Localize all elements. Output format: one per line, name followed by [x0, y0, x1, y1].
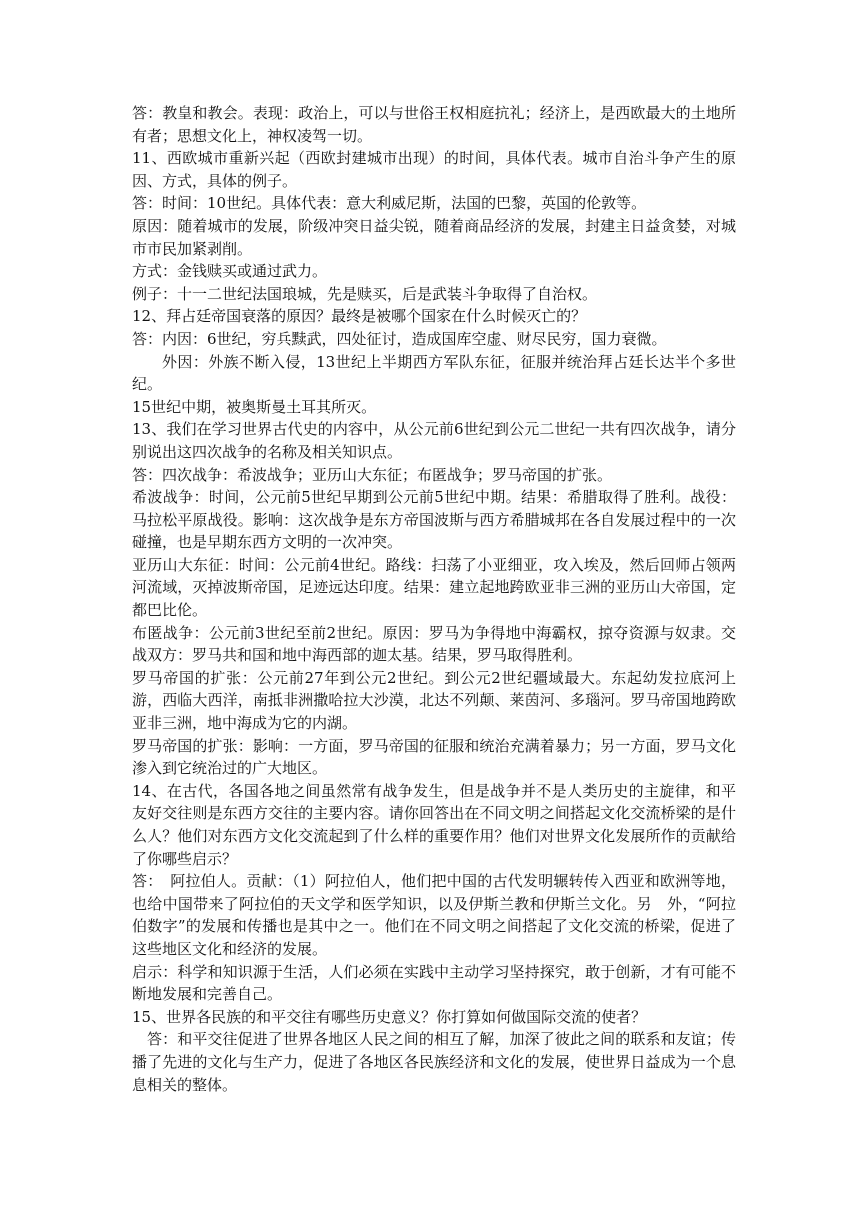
answer-13-roman-impact: 罗马帝国的扩张：影响：一方面，罗马帝国的征服和统治充满着暴力；另一方面，罗马文化渗入到它统治过的广大地区。 [132, 736, 736, 778]
answer-14-arabs: 答： 阿拉伯人。贡献：（1）阿拉伯人，他们把中国的古代发明辗转传入西亚和欧洲等地，也给中国带来了阿拉伯的天文学和医学知识，以及伊斯兰教和伊斯兰文化。另 外，“阿拉伯数字”的发展和传播也是其中之一。他们在不同文明之间搭起了文化交流的桥梁，促进了这些地区文化和经济的发展。 [132, 872, 736, 958]
answer-14-insight: 启示：科学和知识源于生活，人们必须在实践中主动学习坚持探究，敢于创新，才有可能不断地发展和完善自己。 [132, 962, 736, 1004]
answer-11-method: 方式：金钱赎买或通过武力。 [132, 262, 328, 281]
answer-13-greco-persian: 希波战争：时间，公元前5世纪早期到公元前5世纪中期。结果：希腊取得了胜利。战役：马拉松平原战役。影响：这次战争是东方帝国波斯与西方希腊城邦在各自发展过程中的一次碰撞，也是早期东西方文明的一次冲突。 [132, 488, 736, 552]
question-15: 15、世界各民族的和平交往有哪些历史意义？你打算如何做国际交流的使者？ [132, 1007, 647, 1026]
answer-15: 答：和平交往促进了世界各地区人民之间的相互了解，加深了彼此之间的联系和友谊；传播了先进的文化与生产力，促进了各地区各民族经济和文化的发展，使世界日益成为一个息息相关的整体。 [132, 1030, 736, 1094]
answer-12-external: 外因：外族不断入侵，13世纪上半期西方军队东征，征服并统治拜占廷长达半个多世纪。 [132, 352, 736, 394]
question-13: 13、我们在学习世界古代史的内容中，从公元前6世纪到公元二世纪一共有四次战争，请分别说出这四次战争的名称及相关知识点。 [132, 420, 736, 461]
document-page [132, 102, 736, 1096]
question-11: 11、西欧城市重新兴起（西欧封建城市出现）的时间，具体代表。城市自治斗争产生的原因、方式，具体的例子。 [132, 149, 736, 190]
question-12: 12、拜占廷帝国衰落的原因？最终是被哪个国家在什么时候灭亡的？ [132, 307, 587, 326]
answer-12-fall: 15世纪中期，被奥斯曼土耳其所灭。 [132, 397, 377, 416]
answer-13-wars: 答：四次战争：希波战争；亚历山大东征；布匿战争；罗马帝国的扩张。 [132, 465, 613, 484]
answer-11-time: 答：时间：10世纪。具体代表：意大利威尼斯，法国的巴黎，英国的伦敦等。 [132, 194, 647, 213]
answer-12-internal: 答：内因：6世纪，穷兵黩武，四处征讨，造成国库空虚、财尽民穷，国力衰微。 [132, 329, 667, 348]
question-14: 14、在古代，各国各地之间虽然常有战争发生，但是战争并不是人类历史的主旋律，和平友好交往则是东西方交往的主要内容。请你回答出在不同文明之间搭起文化交流桥梁的是什么人？他们对东西方文化交流起到了什么样的重要作用？他们对世界文化发展所作的贡献给了你哪些启示？ [132, 781, 736, 868]
answer-13-punic: 布匿战争：公元前3世纪至前2世纪。原因：罗马为争得地中海霸权，掠夺资源与奴隶。交战双方：罗马共和国和地中海西部的迦太基。结果，罗马取得胜利。 [132, 623, 736, 665]
answer-11-example: 例子：十一二世纪法国琅城，先是赎买，后是武装斗争取得了自治权。 [132, 284, 598, 303]
answer-church-power: 答：教皇和教会。表现：政治上，可以与世俗王权相庭抗礼；经济上，是西欧最大的土地所有者；思想文化上，神权凌驾一切。 [132, 104, 736, 145]
answer-13-alexander: 亚历山大东征：时间：公元前4世纪。路线：扫荡了小亚细亚，攻入埃及，然后回师占领两河流域，灭掉波斯帝国，足迹远达印度。结果：建立起地跨欧亚非三洲的亚历山大帝国，定都巴比伦。 [132, 555, 736, 620]
answer-13-roman-expansion: 罗马帝国的扩张：公元前27年到公元2世纪。到公元2世纪疆域最大。东起幼发拉底河上游，西临大西洋，南抵非洲撒哈拉大沙漠，北达不列颠、莱茵河、多瑙河。罗马帝国地跨欧亚非三洲，地中海成为它的内湖。 [132, 668, 736, 733]
answer-11-reason: 原因：随着城市的发展，阶级冲突日益尖锐，随着商品经济的发展，封建主日益贪婪，对城市市民加紧剥削。 [132, 216, 736, 258]
